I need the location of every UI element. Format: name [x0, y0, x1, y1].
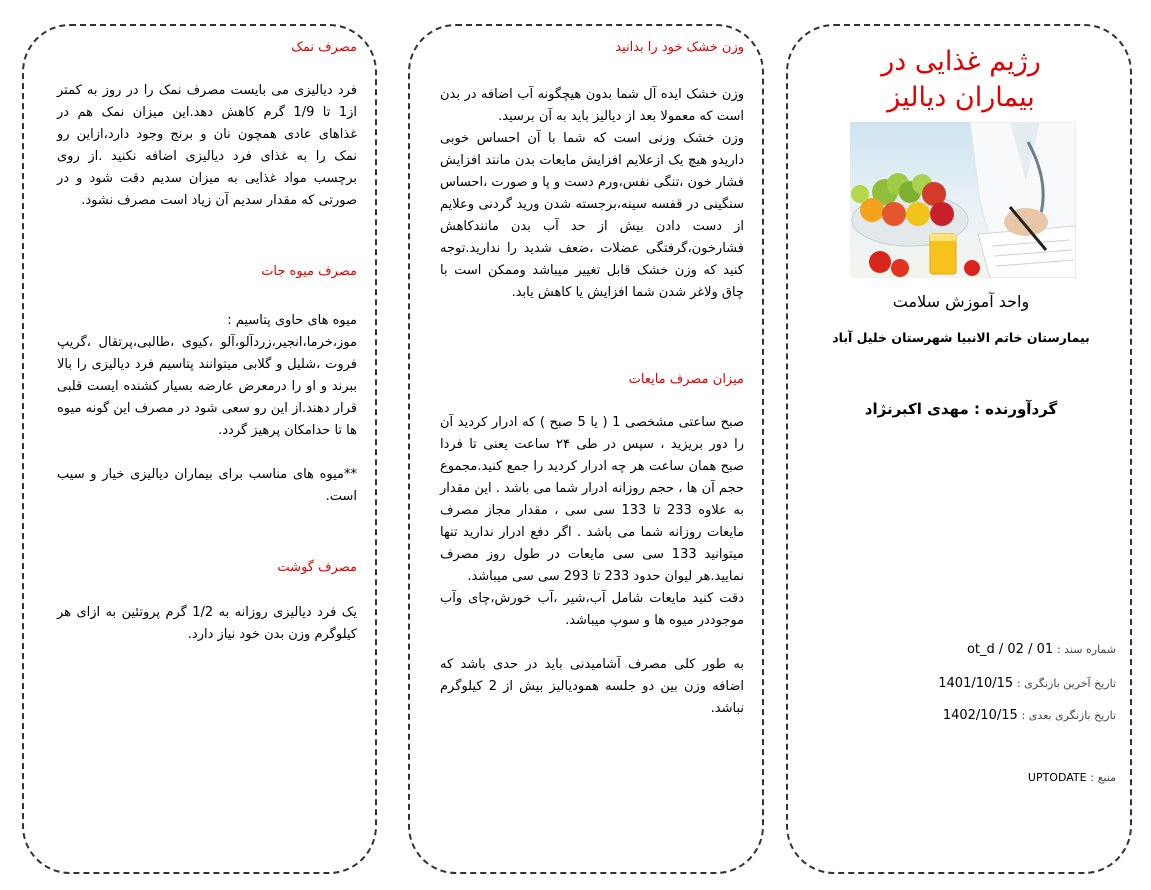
fruit-intro: میوه های حاوی پتاسیم :: [227, 313, 357, 328]
doc-number-label: شماره سند :: [1056, 643, 1116, 656]
doc-number-value: ot_d / 02 / 01: [966, 642, 1054, 657]
last-review-label: تاریخ آخرین بازنگری :: [1017, 677, 1116, 690]
next-review-value: 1402/10/15: [942, 708, 1018, 723]
hero-image: [850, 122, 1076, 278]
next-review-row: [943, 708, 1116, 723]
last-review-value: 1401/10/15: [938, 676, 1014, 691]
hospital-name: بیمارستان خاتم الانبیا شهرستان خلیل آباد: [832, 330, 1090, 345]
dry-weight-text: [440, 84, 744, 304]
doc-number-row: [967, 642, 1116, 657]
salt-heading: مصرف نمک: [291, 40, 357, 55]
fruit-note: **میوه های مناسب برای بیماران دیالیزی خیار و سیب است.: [57, 467, 357, 504]
salt-text: فرد دیالیزی می بایست مصرف نمک را در روز به کمتر از1 تا 1/9 گرم کاهش دهد.این میزان نمک هم در غذاهای عادی همچون نان و برنج وجود دارد،ازاین رو نمک را به غذای فرد دیالیزی اضافه نکنید .از روی برچسب مواد غذایی به میزان سدیم دقت شود و در صورتی که مقدار سدیم آن زیاد است مصرف نشود.: [57, 83, 357, 208]
fluid-text: [440, 412, 744, 720]
last-review-row: [938, 676, 1116, 691]
meat-heading: مصرف گوشت: [277, 560, 357, 575]
fluid-p2: دقت کنید مایعات شامل آب،شیر ،آب خورش،چای وآب موجوددر میوه ها و سوپ میباشد.: [440, 591, 744, 628]
brochure-title: [808, 44, 1114, 116]
fluid-p1: صبح ساعتی مشخصی 1 ( یا 5 صبح ) که ادرار کردید آن را دور بریزید ، سپس در طی ۲۴ ساعت یعنی تا فردا صبح همان ساعت هر چه ادرار کردید را جمع کنید.مجموع حجم آن ها ، حجم روزانه ادرار شما می باشد . این مقدار به علاوه 233 تا 133 سی سی ، مقدار مجاز مصرف مایعات روزانه شما می باشد . اگر دفع ادرار ندارید تنها میتوانید 133 سی سی مایعات در طول روز مصرف نمایید.هر لیوان حدود 233 تا 293 سی سی میباشد.: [440, 415, 745, 584]
next-review-label: تاریخ بازنگری بعدی :: [1021, 709, 1116, 722]
dry-weight-heading: وزن خشک خود را بدانید: [615, 40, 744, 55]
fruit-heading: مصرف میوه جات: [261, 264, 357, 279]
fruit-text: [57, 310, 357, 508]
panel-left: [22, 24, 377, 874]
meat-text: یک فرد دیالیزی روزانه به 1/2 گرم پروتئین به ازای هر کیلوگرم وزن بدن خود نیاز دارد.: [57, 605, 357, 642]
compiler: گردآورنده : مهدی اکبرنژاد: [864, 400, 1058, 418]
health-education-unit: واحد آموزش سلامت: [892, 292, 1030, 311]
dry-weight-p2: وزن خشک وزنی است که شما با آن احساس خوبی داریدو هیچ یک ازعلایم افزایش مایعات بدن مانند افزایش فشار خون ،تنگی نفس،ورم دست و پا و صورت ،احساس سنگینی در قفسه سینه،برجسته شدن ورید گردنی وعلایم از دست دادن بیش از حد آب بدن مانندکاهش فشارخون،گرفتگی عضلات ،ضعف شدید را ندارید.توجه کنید که وزن خشک قابل تغییر میباشد وممکن است با چاق ولاغر شدن شما افزایش یا کاهش یابد.: [440, 131, 744, 300]
panel-right: [786, 24, 1132, 874]
dry-weight-p1: وزن خشک ایده آل شما بدون هیچگونه آب اضافه در بدن است که معمولا بعد از دیالیز باید به آن برسید.: [440, 87, 744, 124]
fruit-body: موز،خرما،انجیر،زردآلو،آلو ،کیوی ،طالبی،پرتقال ،گریپ فروت ،شلیل و گلابی میتوانند پتاسیم فرد دیالیزی را بالا ببرند و او را درمعرض عارضه بسیار کشنده ایست قلبی قرار دهند.از این رو سعی شود در مصرف این گونه میوه ها تا حدامکان پرهیز گردد.: [57, 335, 357, 438]
panel-middle: [408, 24, 764, 874]
fluid-p3: به طور کلی مصرف آشامیدنی باید در حدی باشد که اضافه وزن بین دو جلسه همودیالیز بیش از 2 کیلوگرم نباشد.: [440, 657, 744, 716]
source-value: UPTODATE: [1027, 771, 1087, 784]
source-row: [1028, 770, 1116, 784]
title-line-1: رژیم غذایی در: [881, 46, 1041, 77]
title-line-2: بیماران دیالیز: [887, 82, 1035, 113]
source-label: منبع :: [1090, 771, 1116, 784]
fluid-heading: میزان مصرف مایعات: [628, 372, 744, 387]
hero-illustration: [850, 122, 1076, 278]
